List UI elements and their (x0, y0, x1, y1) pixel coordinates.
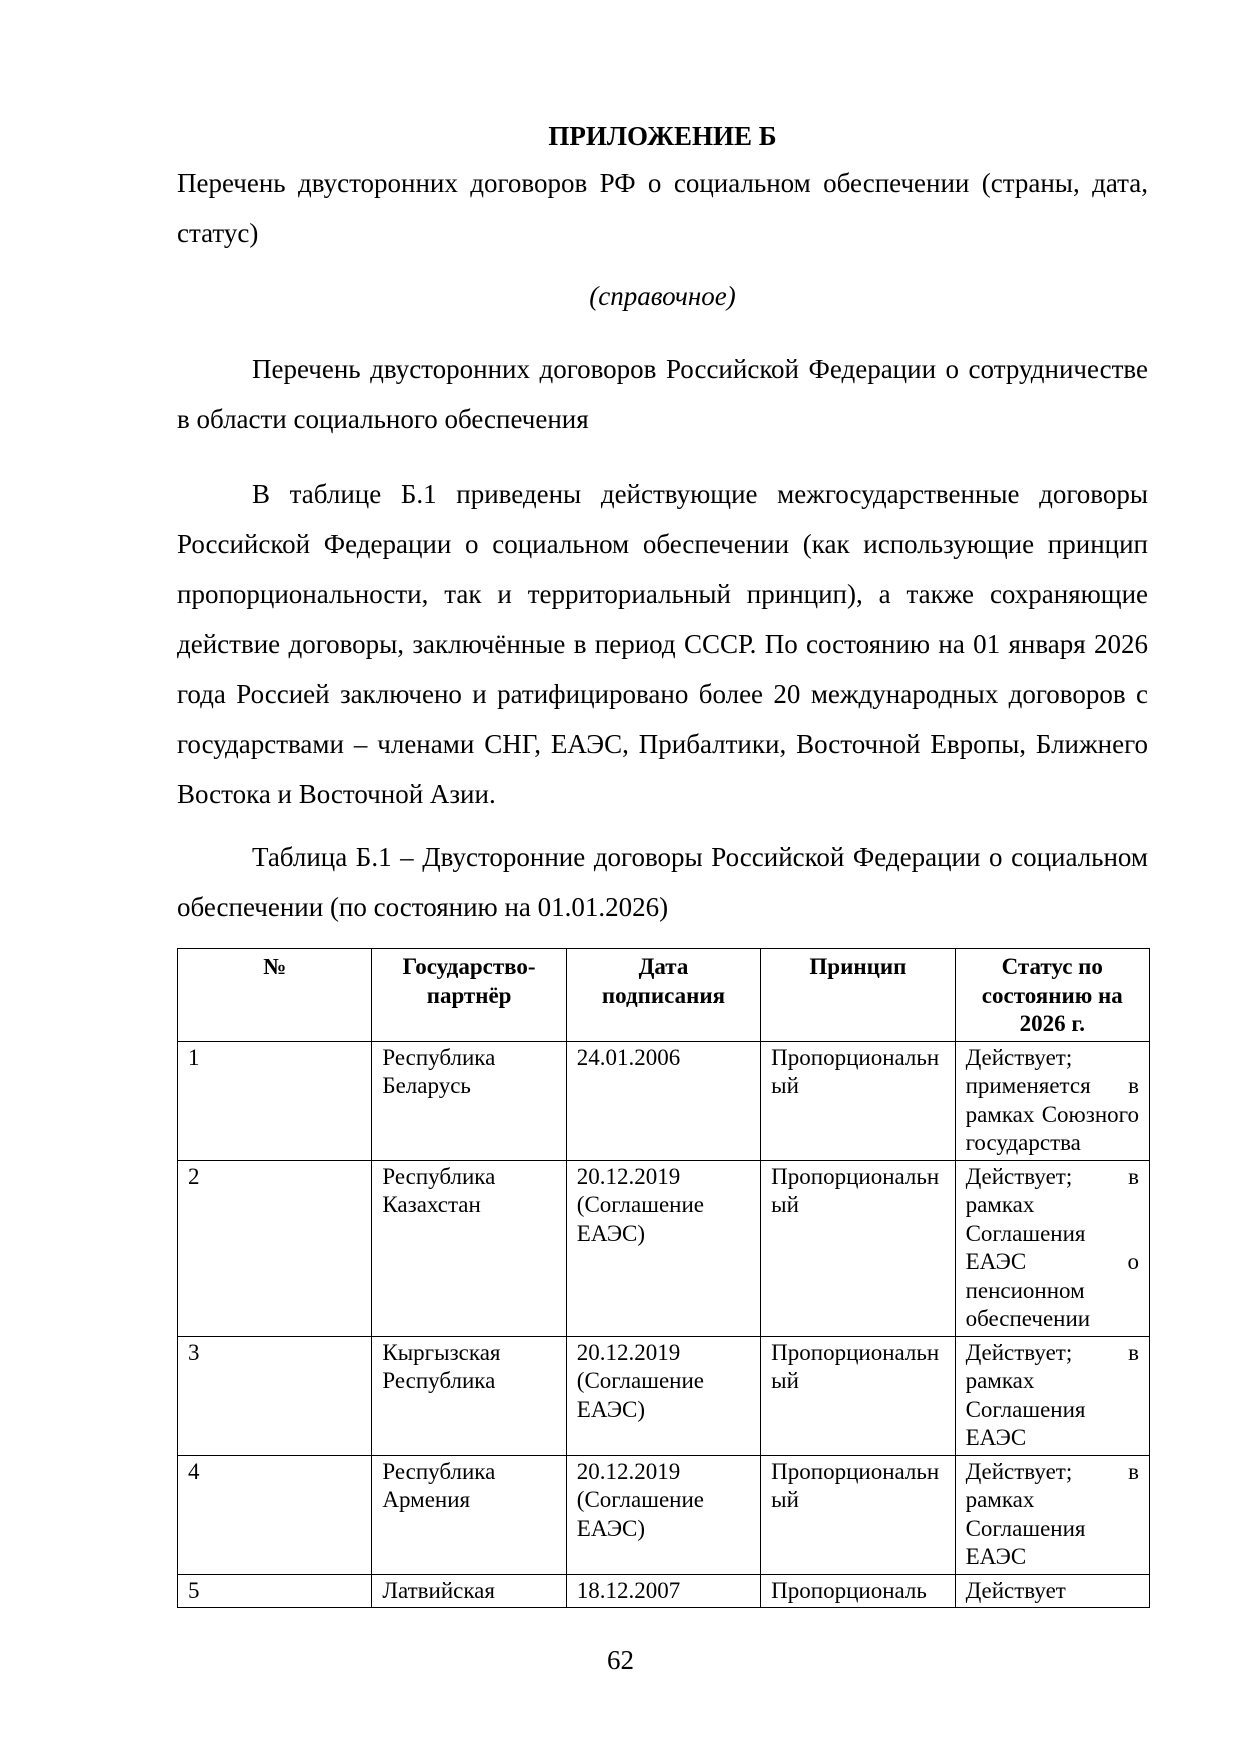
table-row (178, 1336, 1150, 1455)
cell-principle: Пропорциональный (761, 1041, 955, 1160)
header-date: Дата подписания (566, 949, 760, 1042)
cell-country: Латвийская (372, 1574, 566, 1608)
cell-status: Действует; применяется в рамках Союзного государства (955, 1041, 1149, 1160)
header-principle: Принцип (761, 949, 955, 1042)
table-row (178, 1574, 1150, 1608)
table-row (178, 1160, 1150, 1336)
table-row (178, 1455, 1150, 1574)
cell-country: Кыргызская Республика (372, 1336, 566, 1455)
cell-country: Республика Казахстан (372, 1160, 566, 1336)
table-row (178, 1041, 1150, 1160)
reference-note: (справочное) (589, 281, 736, 311)
cell-date: 20.12.2019 (Соглашение ЕАЭС) (566, 1336, 760, 1455)
cell-number: 4 (178, 1455, 372, 1574)
header-number: № (178, 949, 372, 1042)
body-paragraph: В таблице Б.1 приведены действующие межгосударственные договоры Российской Федерации о социальном обеспечении (как использующие принцип пропорциональности, так и территориальный принцип), а также сохраняющие действие договоры, заключённые в период СССР. По состоянию на 01 января 2026 года Россией заключено и ратифицировано более 20 международных договоров с государствами – членами СНГ, ЕАЭС, Прибалтики, Восточной Европы, Ближнего Востока и Восточной Азии. (177, 479, 1148, 809)
cell-status: Действует (955, 1574, 1149, 1608)
cell-principle: Пропорциональ (761, 1574, 955, 1608)
cell-status: Действует; в рамках Соглашения ЕАЭС о пенсионном обеспечении (955, 1160, 1149, 1336)
cell-date: 18.12.2007 (566, 1574, 760, 1608)
page-number: 62 (607, 1645, 634, 1675)
cell-date: 20.12.2019 (Соглашение ЕАЭС) (566, 1455, 760, 1574)
cell-number: 2 (178, 1160, 372, 1336)
appendix-subtitle: Перечень двусторонних договоров РФ о социальном обеспечении (страны, дата, статус) (177, 168, 1148, 248)
appendix-title: ПРИЛОЖЕНИЕ Б (548, 121, 777, 151)
cell-principle: Пропорциональный (761, 1160, 955, 1336)
header-status: Статус по состоянию на 2026 г. (955, 949, 1149, 1042)
table-header-row (178, 949, 1150, 1042)
cell-country: Республика Армения (372, 1455, 566, 1574)
cell-principle: Пропорциональный (761, 1455, 955, 1574)
cell-number: 3 (178, 1336, 372, 1455)
cell-date: 20.12.2019 (Соглашение ЕАЭС) (566, 1160, 760, 1336)
table-caption: Таблица Б.1 – Двусторонние договоры Российской Федерации о социальном обеспечении (по состоянию на 01.01.2026) (177, 842, 1148, 922)
cell-principle: Пропорциональный (761, 1336, 955, 1455)
cell-country: Республика Беларусь (372, 1041, 566, 1160)
cell-number: 1 (178, 1041, 372, 1160)
section-title: Перечень двусторонних договоров Российской Федерации о сотрудничестве в области социального обеспечения (177, 354, 1148, 434)
treaties-table (177, 948, 1150, 1608)
cell-date: 24.01.2006 (566, 1041, 760, 1160)
cell-status: Действует; в рамках Соглашения ЕАЭС (955, 1455, 1149, 1574)
cell-status: Действует; в рамках Соглашения ЕАЭС (955, 1336, 1149, 1455)
header-country: Государство-партнёр (372, 949, 566, 1042)
cell-number: 5 (178, 1574, 372, 1608)
